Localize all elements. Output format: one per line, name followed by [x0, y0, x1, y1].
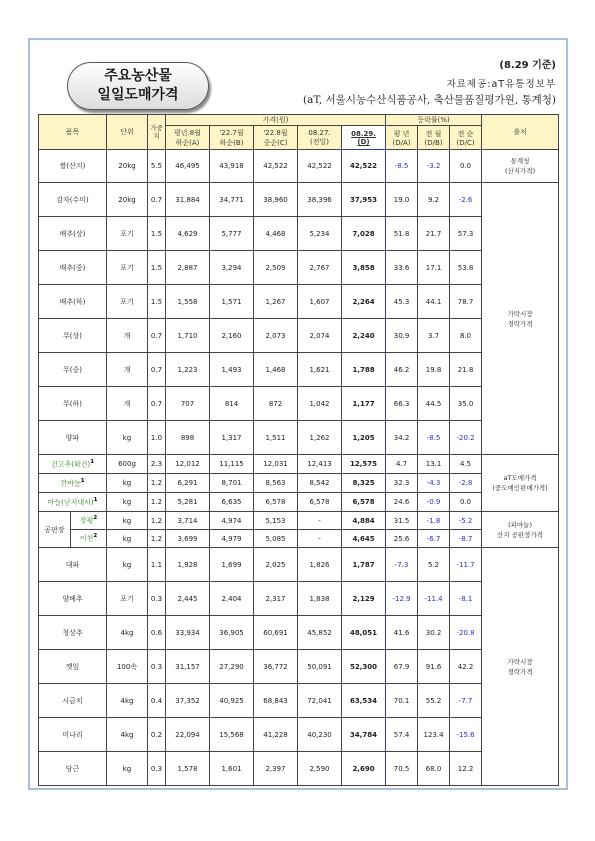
table-row — [39, 319, 559, 353]
row-item: 무(상) — [39, 319, 107, 353]
row-price-a: 1,558 — [166, 285, 210, 319]
row-change-db: 55.2 — [418, 684, 450, 718]
row-price-prev: 6,578 — [298, 493, 342, 512]
row-price-today: 3,858 — [342, 251, 386, 285]
row-change-db: 30.2 — [418, 616, 450, 650]
row-price-today: 34,784 — [342, 718, 386, 752]
row-price-prev: 1,826 — [298, 548, 342, 582]
row-item: 시금치 — [39, 684, 107, 718]
header-price-group: 가격(원) — [166, 115, 386, 126]
row-change-db: 44.5 — [418, 387, 450, 421]
row-weight: 1.1 — [148, 548, 166, 582]
row-price-prev: 2,767 — [298, 251, 342, 285]
row-change-dc: 12.2 — [450, 752, 482, 786]
row-unit: 4kg — [107, 616, 148, 650]
row-weight: 1.2 — [148, 512, 166, 530]
source-cell-rice: 통계청 (산지가격) — [482, 150, 559, 183]
row-price-c: 6,578 — [254, 493, 298, 512]
row-price-c: 2,397 — [254, 752, 298, 786]
source-cell-garak: 가락시장 경락가격 — [482, 183, 559, 455]
row-change-da: -12.9 — [386, 582, 418, 616]
row-price-prev: 1,838 — [298, 582, 342, 616]
row-unit: 20kg — [107, 183, 148, 217]
row-unit: kg — [107, 530, 148, 548]
row-change-db: -11.4 — [418, 582, 450, 616]
row-price-prev: - — [298, 512, 342, 530]
table-row — [39, 582, 559, 616]
table-row — [39, 150, 559, 183]
row-unit: 20kg — [107, 150, 148, 183]
table-row — [39, 455, 559, 474]
row-price-a: 1,223 — [166, 353, 210, 387]
row-price-a: 3,714 — [166, 512, 210, 530]
price-table-body — [39, 150, 559, 786]
row-item: 양배추 — [39, 582, 107, 616]
row-price-a: 12,012 — [166, 455, 210, 474]
row-price-b: 1,601 — [210, 752, 254, 786]
row-price-a: 1,710 — [166, 319, 210, 353]
row-price-c: 41,228 — [254, 718, 298, 752]
header-change-db: 전 월 (D/B) — [418, 126, 450, 150]
source-cell-garlic: (피마늘) 산지 공판장가격 — [482, 512, 559, 548]
row-weight: 1.2 — [148, 493, 166, 512]
row-price-today: 1,788 — [342, 353, 386, 387]
row-change-db: 123.4 — [418, 718, 450, 752]
row-price-prev: 72,041 — [298, 684, 342, 718]
row-price-a: 2,445 — [166, 582, 210, 616]
row-price-a: 31,157 — [166, 650, 210, 684]
row-change-dc: -20.8 — [450, 616, 482, 650]
row-price-c: 2,509 — [254, 251, 298, 285]
row-change-db: -0.9 — [418, 493, 450, 512]
row-change-dc: 21.8 — [450, 353, 482, 387]
data-sources: (aT, 서울시농수산식품공사, 축산물품질평가원, 통계청) — [303, 94, 556, 106]
row-price-c: 36,772 — [254, 650, 298, 684]
row-price-b: 3,294 — [210, 251, 254, 285]
row-weight: 1.2 — [148, 474, 166, 493]
row-weight: 2.3 — [148, 455, 166, 474]
row-change-da: 67.9 — [386, 650, 418, 684]
row-unit: 개 — [107, 353, 148, 387]
row-price-b: 1,699 — [210, 548, 254, 582]
row-change-db: 44.1 — [418, 285, 450, 319]
row-price-today: 1,177 — [342, 387, 386, 421]
row-price-today: 7,028 — [342, 217, 386, 251]
table-row — [39, 353, 559, 387]
row-item: 당근 — [39, 752, 107, 786]
row-price-c: 1,511 — [254, 421, 298, 455]
row-weight: 5.5 — [148, 150, 166, 183]
row-price-prev: 1,262 — [298, 421, 342, 455]
header-price-prev: 08.27. (전일) — [298, 126, 342, 150]
row-unit: kg — [107, 421, 148, 455]
row-unit: 개 — [107, 387, 148, 421]
row-change-da: 70.1 — [386, 684, 418, 718]
row-price-today: 1,787 — [342, 548, 386, 582]
row-price-b: 4,979 — [210, 530, 254, 548]
title-line-2: 일일도매가격 — [97, 87, 179, 103]
row-change-da: -8.5 — [386, 150, 418, 183]
row-change-db: 3.7 — [418, 319, 450, 353]
row-price-prev: 42,522 — [298, 150, 342, 183]
row-unit: 포기 — [107, 285, 148, 319]
row-item: 대파 — [39, 548, 107, 582]
row-price-a: 33,934 — [166, 616, 210, 650]
row-change-dc: -8.7 — [450, 530, 482, 548]
row-unit: kg — [107, 548, 148, 582]
row-price-b: 34,771 — [210, 183, 254, 217]
header-price-today: 08.29. (D) — [342, 126, 386, 150]
row-change-db: 13.1 — [418, 455, 450, 474]
row-price-a: 4,629 — [166, 217, 210, 251]
header-change-group: 등락률(%) — [386, 115, 482, 126]
row-weight: 0.3 — [148, 752, 166, 786]
row-price-c: 2,073 — [254, 319, 298, 353]
row-weight: 0.4 — [148, 684, 166, 718]
row-unit: 포기 — [107, 582, 148, 616]
row-item: 양파 — [39, 421, 107, 455]
row-item: 깻잎 — [39, 650, 107, 684]
row-price-today: 2,240 — [342, 319, 386, 353]
row-price-a: 1,928 — [166, 548, 210, 582]
table-row — [39, 512, 559, 530]
row-price-prev: 1,621 — [298, 353, 342, 387]
row-change-da: 31.5 — [386, 512, 418, 530]
row-item: 배추(상) — [39, 217, 107, 251]
row-change-db: 5.2 — [418, 548, 450, 582]
row-weight: 0.3 — [148, 582, 166, 616]
row-price-today: 2,264 — [342, 285, 386, 319]
table-row — [39, 493, 559, 512]
row-item: 감자(수미) — [39, 183, 107, 217]
row-price-c: 872 — [254, 387, 298, 421]
row-price-today: 4,884 — [342, 512, 386, 530]
row-weight: 0.6 — [148, 616, 166, 650]
row-change-dc: 0.0 — [450, 150, 482, 183]
row-item: 쌀(산지) — [39, 150, 107, 183]
row-weight: 0.7 — [148, 387, 166, 421]
table-row — [39, 752, 559, 786]
row-price-prev: 1,607 — [298, 285, 342, 319]
row-price-today: 48,051 — [342, 616, 386, 650]
row-change-dc: -5.2 — [450, 512, 482, 530]
row-change-da: 19.0 — [386, 183, 418, 217]
row-price-b: 36,905 — [210, 616, 254, 650]
row-weight: 1.5 — [148, 285, 166, 319]
row-item: 배추(하) — [39, 285, 107, 319]
source-cell-at: aT도매가격 (중도매인판매가격) — [482, 455, 559, 512]
header-price-b: '22.7월 하순(B) — [210, 126, 254, 150]
row-weight: 1.5 — [148, 251, 166, 285]
table-row — [39, 684, 559, 718]
row-change-dc: 4.5 — [450, 455, 482, 474]
row-item: 배추(중) — [39, 251, 107, 285]
title-line-1: 주요농산물 — [104, 68, 172, 84]
row-change-db: -1.8 — [418, 512, 450, 530]
row-change-da: 25.6 — [386, 530, 418, 548]
row-price-today: 1,205 — [342, 421, 386, 455]
row-price-b: 1,493 — [210, 353, 254, 387]
table-row — [39, 650, 559, 684]
as-of-date: (8.29 기준) — [499, 60, 556, 71]
row-change-dc: 42.2 — [450, 650, 482, 684]
header-price-a: 평년.8월 하순(A) — [166, 126, 210, 150]
row-item: 청상추 — [39, 616, 107, 650]
row-change-dc: 35.0 — [450, 387, 482, 421]
row-unit: kg — [107, 752, 148, 786]
row-price-b: 2,160 — [210, 319, 254, 353]
row-price-today: 4,645 — [342, 530, 386, 548]
row-price-today: 52,300 — [342, 650, 386, 684]
row-price-a: 3,699 — [166, 530, 210, 548]
row-price-prev: 38,396 — [298, 183, 342, 217]
row-price-a: 6,291 — [166, 474, 210, 493]
row-change-db: 68.0 — [418, 752, 450, 786]
row-change-db: 9.2 — [418, 183, 450, 217]
row-change-da: 30.9 — [386, 319, 418, 353]
table-row — [39, 421, 559, 455]
table-row — [39, 387, 559, 421]
row-change-da: 4.7 — [386, 455, 418, 474]
row-price-today: 37,953 — [342, 183, 386, 217]
row-price-b: 1,571 — [210, 285, 254, 319]
row-price-a: 37,352 — [166, 684, 210, 718]
row-price-c: 60,691 — [254, 616, 298, 650]
row-price-c: 8,563 — [254, 474, 298, 493]
row-weight: 0.2 — [148, 718, 166, 752]
row-price-prev: 12,413 — [298, 455, 342, 474]
row-unit: kg — [107, 474, 148, 493]
row-change-db: -6.7 — [418, 530, 450, 548]
row-price-prev: 8,542 — [298, 474, 342, 493]
row-change-da: -7.3 — [386, 548, 418, 582]
row-price-c: 4,468 — [254, 217, 298, 251]
row-price-c: 5,153 — [254, 512, 298, 530]
table-row — [39, 616, 559, 650]
row-item: 깐마늘$^1$ — [39, 474, 107, 493]
header-change-dc: 전 순 (D/C) — [450, 126, 482, 150]
row-price-c: 1,267 — [254, 285, 298, 319]
row-unit: 포기 — [107, 251, 148, 285]
row-change-dc: 0.0 — [450, 493, 482, 512]
data-provider: 자료제공:aT유통정보부 — [446, 79, 556, 90]
row-item: 미나리 — [39, 718, 107, 752]
table-row — [39, 474, 559, 493]
row-unit: kg — [107, 493, 148, 512]
row-price-prev: 40,230 — [298, 718, 342, 752]
row-change-dc: -2.8 — [450, 474, 482, 493]
row-change-db: 19.8 — [418, 353, 450, 387]
row-change-dc: -15.6 — [450, 718, 482, 752]
row-change-da: 51.8 — [386, 217, 418, 251]
table-row — [39, 548, 559, 582]
row-price-a: 898 — [166, 421, 210, 455]
row-price-c: 42,522 — [254, 150, 298, 183]
row-weight: 0.7 — [148, 353, 166, 387]
row-price-a: 1,578 — [166, 752, 210, 786]
row-price-b: 11,115 — [210, 455, 254, 474]
row-price-c: 2,317 — [254, 582, 298, 616]
row-change-da: 45.3 — [386, 285, 418, 319]
row-price-today: 2,690 — [342, 752, 386, 786]
row-price-today: 12,575 — [342, 455, 386, 474]
row-change-db: -8.5 — [418, 421, 450, 455]
row-change-db: 21.7 — [418, 217, 450, 251]
row-price-b: 814 — [210, 387, 254, 421]
row-weight: 1.2 — [148, 530, 166, 548]
row-price-b: 43,918 — [210, 150, 254, 183]
row-change-da: 57.4 — [386, 718, 418, 752]
row-price-a: 31,884 — [166, 183, 210, 217]
row-item: 무(하) — [39, 387, 107, 421]
header-price-c: '22.8월 중순(C) — [254, 126, 298, 150]
table-row — [39, 718, 559, 752]
row-price-b: 2,404 — [210, 582, 254, 616]
row-price-today: 6,578 — [342, 493, 386, 512]
row-price-c: 38,960 — [254, 183, 298, 217]
row-price-a: 22,094 — [166, 718, 210, 752]
row-change-db: -4.3 — [418, 474, 450, 493]
row-unit: 600g — [107, 455, 148, 474]
row-price-a: 5,281 — [166, 493, 210, 512]
row-change-da: 24.6 — [386, 493, 418, 512]
row-price-today: 2,129 — [342, 582, 386, 616]
row-change-dc: -11.7 — [450, 548, 482, 582]
row-change-dc: 78.7 — [450, 285, 482, 319]
row-price-c: 2,025 — [254, 548, 298, 582]
row-price-today: 63,534 — [342, 684, 386, 718]
row-price-prev: - — [298, 530, 342, 548]
row-price-prev: 1,042 — [298, 387, 342, 421]
header-weight: 가중치 — [148, 115, 166, 150]
row-change-db: 17.1 — [418, 251, 450, 285]
row-change-dc: -20.2 — [450, 421, 482, 455]
row-change-dc: -8.1 — [450, 582, 482, 616]
row-item: 건고추(화건)$^1$ — [39, 455, 107, 474]
row-change-da: 32.3 — [386, 474, 418, 493]
row-weight: 1.5 — [148, 217, 166, 251]
row-unit: 4kg — [107, 718, 148, 752]
row-unit: 4kg — [107, 684, 148, 718]
row-change-da: 46.2 — [386, 353, 418, 387]
row-price-prev: 5,234 — [298, 217, 342, 251]
row-price-c: 1,468 — [254, 353, 298, 387]
table-row — [39, 251, 559, 285]
row-unit: 포기 — [107, 217, 148, 251]
row-price-b: 1,317 — [210, 421, 254, 455]
table-row — [39, 217, 559, 251]
row-change-da: 34.2 — [386, 421, 418, 455]
row-price-b: 8,701 — [210, 474, 254, 493]
row-item: 이천$^2$ — [71, 530, 107, 548]
row-price-prev: 45,852 — [298, 616, 342, 650]
row-price-prev: 50,091 — [298, 650, 342, 684]
row-weight: 1.0 — [148, 421, 166, 455]
row-change-da: 33.6 — [386, 251, 418, 285]
row-weight: 0.7 — [148, 319, 166, 353]
row-weight: 0.7 — [148, 183, 166, 217]
row-price-prev: 2,590 — [298, 752, 342, 786]
row-price-c: 5,085 — [254, 530, 298, 548]
title-badge — [67, 62, 209, 110]
row-change-db: -3.2 — [418, 150, 450, 183]
row-unit: 개 — [107, 319, 148, 353]
row-change-dc: 8.0 — [450, 319, 482, 353]
table-row — [39, 530, 559, 548]
row-price-today: 42,522 — [342, 150, 386, 183]
row-price-b: 40,925 — [210, 684, 254, 718]
row-unit: kg — [107, 512, 148, 530]
table-row — [39, 183, 559, 217]
row-price-c: 68,843 — [254, 684, 298, 718]
header-change-da: 평 년 (D/A) — [386, 126, 418, 150]
header-unit: 단위 — [107, 115, 148, 150]
row-price-today: 8,325 — [342, 474, 386, 493]
header-item: 품목 — [39, 115, 107, 150]
group-label-gongpanjang: 공판장 — [39, 512, 71, 548]
row-change-db: 91.6 — [418, 650, 450, 684]
row-price-b: 15,568 — [210, 718, 254, 752]
price-table — [38, 114, 559, 786]
table-row — [39, 285, 559, 319]
row-item: 무(중) — [39, 353, 107, 387]
row-weight: 0.3 — [148, 650, 166, 684]
header-source: 출처 — [482, 115, 559, 150]
source-cell-garak2: 가락시장 경락가격 — [482, 548, 559, 786]
row-price-a: 707 — [166, 387, 210, 421]
row-change-da: 70.5 — [386, 752, 418, 786]
row-item: 장평$^2$ — [71, 512, 107, 530]
row-change-dc: -2.6 — [450, 183, 482, 217]
row-price-b: 27,290 — [210, 650, 254, 684]
row-price-b: 6,635 — [210, 493, 254, 512]
document-frame — [28, 38, 568, 790]
row-price-c: 12,031 — [254, 455, 298, 474]
row-item: 마늘(난지대서)$^1$ — [39, 493, 107, 512]
row-change-dc: 53.8 — [450, 251, 482, 285]
row-price-b: 5,777 — [210, 217, 254, 251]
row-change-dc: -7.7 — [450, 684, 482, 718]
row-unit: 100속 — [107, 650, 148, 684]
row-price-b: 4,974 — [210, 512, 254, 530]
row-price-a: 2,887 — [166, 251, 210, 285]
row-price-a: 46,495 — [166, 150, 210, 183]
row-price-prev: 2,074 — [298, 319, 342, 353]
row-change-dc: 57.3 — [450, 217, 482, 251]
row-change-da: 41.6 — [386, 616, 418, 650]
row-change-da: 66.3 — [386, 387, 418, 421]
